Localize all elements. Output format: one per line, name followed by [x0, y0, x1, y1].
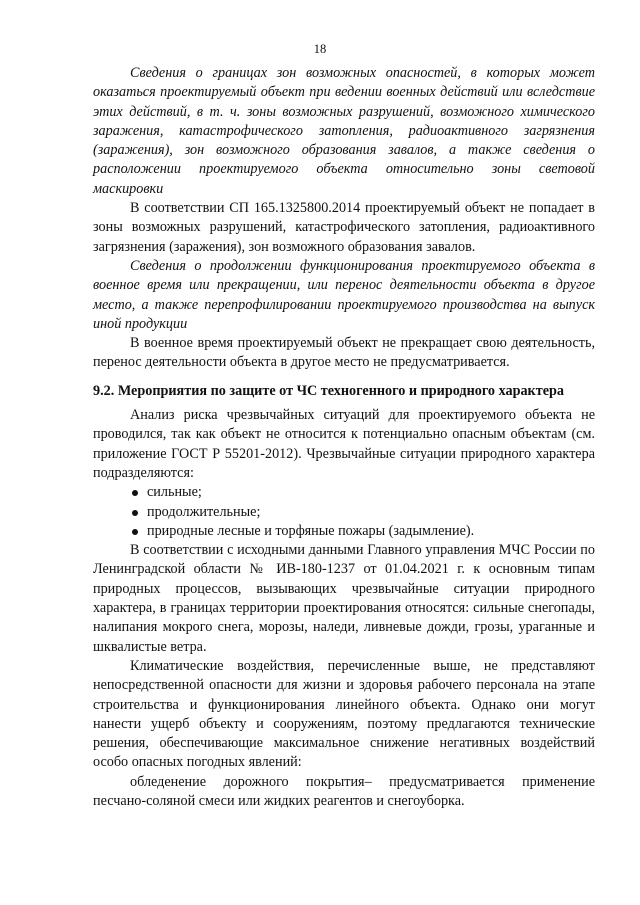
list-item: сильные; [130, 483, 595, 502]
paragraph-italic-wartime-heading: Сведения о продолжении функционирования проектируемого объекта в военное время или прекращении, или перенос деятельности объекта в другое место, а также перепрофилировании проектируемого производства на выпуск иной продукции [93, 257, 595, 332]
bullet-icon [132, 529, 138, 535]
paragraph-zones-text: В соответствии СП 165.1325800.2014 проектируемый объект не попадает в зоны возможных разрушений, катастрофического затопления, радиоактивного загрязнения (заражения), зон возможного образования завалов. [93, 200, 595, 255]
paragraph-wartime-text: В военное время проектируемый объект не прекращает свою деятельность, перенос деятельности объекта в другое место не предусматривается. [93, 335, 595, 371]
paragraph-climate-impact: Климатические воздействия, перечисленные выше, не представляют непосредственной опасности для жизни и здоровья рабочего персонала на этапе строительства и функционирования линейного объекта. Однако они могут нанести ущерб объекту и сооружениям, поэтому предлагаются технические решения, обеспечивающие максимальное снижение негативных воздействий особо опасных погодных явлений: [93, 657, 595, 771]
bullet-icon [132, 510, 138, 516]
bullet-list [93, 483, 595, 541]
list-item: природные лесные и торфяные пожары (задымление). [130, 522, 595, 541]
document-body [93, 64, 595, 811]
bullet-icon [132, 490, 138, 496]
paragraph-italic-zones-heading: Сведения о границах зон возможных опасностей, в которых может оказаться проектируемый объект при ведении военных действий или вследствие этих действий, в т. ч. зоны возможных разрушений, возможного химического заражения, катастрофического затопления, радиоактивного загрязнения (заражения), зон возможного образования завалов, а также сведения о расположении проектируемого объекта относительно зоны световой маскировки [93, 65, 595, 197]
paragraph-intro: Анализ риска чрезвычайных ситуаций для проектируемого объекта не проводился, так как объект не относится к потенциально опасным объектам (см. приложение ГОСТ Р 55201-2012). Чрезвычайные ситуации природного характера подразделяются: [93, 407, 595, 481]
list-item: продолжительные; [130, 503, 595, 522]
paragraph-ice-measures: обледенение дорожного покрытия– предусматривается применение песчано-соляной смеси или жидких реагентов и снегоуборка. [93, 773, 595, 809]
section-heading: 9.2. Мероприятия по защите от ЧС техногенного и природного характера [93, 382, 564, 399]
paragraph-mchs-data: В соответствии с исходными данными Главного управления МЧС России по Ленинградской области № ИВ-180-1237 от 01.04.2021 г. к основным типам природных процессов, вызывающих чрезвычайные ситуации природного характера, в границах территории проектирования относятся: сильные снегопады, налипания мокрого снега, морозы, наледи, ливневые дожди, грозы, ураганные и шквалистые ветра. [93, 542, 595, 655]
page-number: 18 [313, 42, 327, 56]
